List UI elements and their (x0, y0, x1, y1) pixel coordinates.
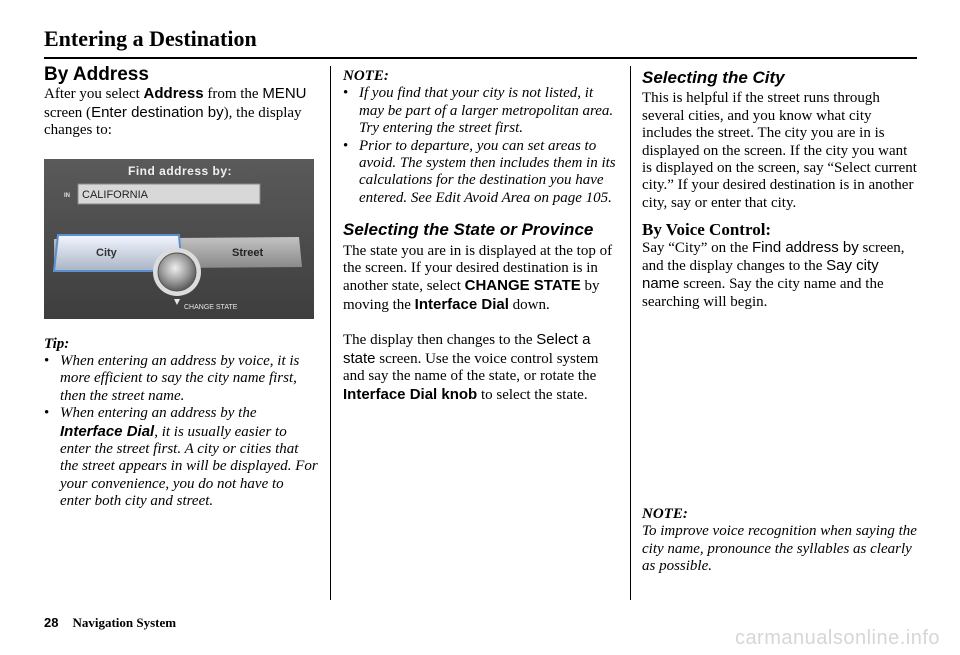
tip-list (44, 353, 318, 511)
text-run: When entering an address by the (60, 405, 257, 422)
state-paragraph-2 (343, 331, 619, 404)
text-run: Select a state (343, 331, 591, 367)
navigation-screen-image (44, 159, 314, 319)
tip-item (44, 353, 318, 405)
text-run: screen. Say the city name and the searching will begin. (642, 276, 884, 310)
text-run: The display then changes to the (343, 332, 537, 349)
text-run: Interface Dial (414, 295, 509, 313)
street-button-label: Street (232, 246, 264, 259)
note-label: NOTE: (343, 68, 389, 84)
city-note (642, 506, 918, 576)
section-heading-state: Selecting the State or Province (343, 220, 594, 240)
text-run: MENU (262, 85, 307, 103)
column-3 (642, 66, 918, 311)
state-paragraph-1 (343, 243, 619, 315)
text-run: Interface Dial knob (343, 385, 478, 403)
footer-title: Navigation System (72, 615, 177, 630)
page-number: 28 (44, 615, 59, 630)
text-run: on page 105 (530, 189, 609, 206)
intro-paragraph (44, 85, 318, 139)
page-footer (44, 615, 176, 631)
text-run: Edit Avoid Area (435, 189, 531, 206)
column-2 (343, 66, 619, 404)
voice-control-heading: By Voice Control: (642, 220, 772, 240)
change-state-label: CHANGE STATE (184, 303, 238, 311)
text-run: screen ( (44, 104, 92, 121)
text-run: , it is usually easier to enter the street first. A city or cities that the street appears in will be displayed. For your convenience, you do not have to enter both city and street. (60, 423, 318, 510)
city-paragraph: This is helpful if the street runs through several cities, and you know what city includes the street. The city you are in is displayed on the screen. If the city you want is displayed on the screen, say “Select current city.” If your desired destination is in another city, say or enter that city. (642, 90, 917, 211)
state-tag: IN (64, 192, 70, 199)
section-heading-city: Selecting the City (642, 68, 785, 87)
text-run: screen, and the display changes to the (642, 239, 905, 275)
note-item (343, 85, 619, 137)
text-run: Say “City” on the (642, 239, 752, 256)
text-run: . (608, 189, 612, 206)
text-run: to select the state. (477, 386, 588, 403)
text-run: If you find that your city is not listed, it may be part of a larger metropolitan area. Try entering the street first. (359, 85, 614, 137)
section-heading-by-address: By Address (44, 64, 149, 85)
voice-control-paragraph (642, 239, 918, 312)
column-1 (44, 66, 318, 511)
column-divider-2 (630, 66, 631, 600)
text-run: Address (143, 85, 204, 103)
text-run: from the (203, 86, 263, 103)
watermark: carmanualsonline.info (734, 627, 940, 649)
text-run: ), (223, 104, 233, 121)
title-rule (44, 57, 917, 59)
text-run: CHANGE STATE (464, 277, 581, 295)
tip-item (44, 405, 318, 510)
find-address-screen-graphic (44, 159, 314, 319)
text-run: Enter destination by (91, 103, 224, 121)
page-title: Entering a Destination (44, 26, 257, 51)
note-text: To improve voice recognition when saying the city name, pronounce the syllables as clearly as possible. (642, 523, 917, 575)
text-run: Interface Dial (60, 422, 155, 440)
text-run: screen. Use the voice control system and say the name of the state, or rotate the (343, 350, 599, 385)
tip-label: Tip: (44, 335, 70, 352)
text-run: When entering an address by voice, it is more efficient to say the city name first, then the street name. (60, 353, 300, 404)
text-run: down. (508, 296, 550, 313)
text-run: Prior to departure, you can set areas to avoid. The system then includes them in its calculations for the destination you have entered. See (359, 137, 616, 206)
text-run: Say city name (642, 257, 879, 293)
note-item (343, 138, 619, 208)
state-value: CALIFORNIA (82, 188, 149, 201)
text-run: After you select (44, 86, 144, 103)
text-run: The state you are in is displayed at the top of the screen. If your desired destination is in another state, select (343, 242, 613, 295)
note-label: NOTE: (642, 506, 688, 522)
note-list (343, 85, 619, 207)
text-run: by moving the (343, 278, 600, 313)
text-run: Find address by (751, 238, 859, 256)
text-run: the display changes to: (44, 104, 302, 139)
screen-title: Find address by: (128, 163, 233, 178)
column-divider-1 (330, 66, 331, 600)
city-button-label: City (96, 246, 117, 259)
